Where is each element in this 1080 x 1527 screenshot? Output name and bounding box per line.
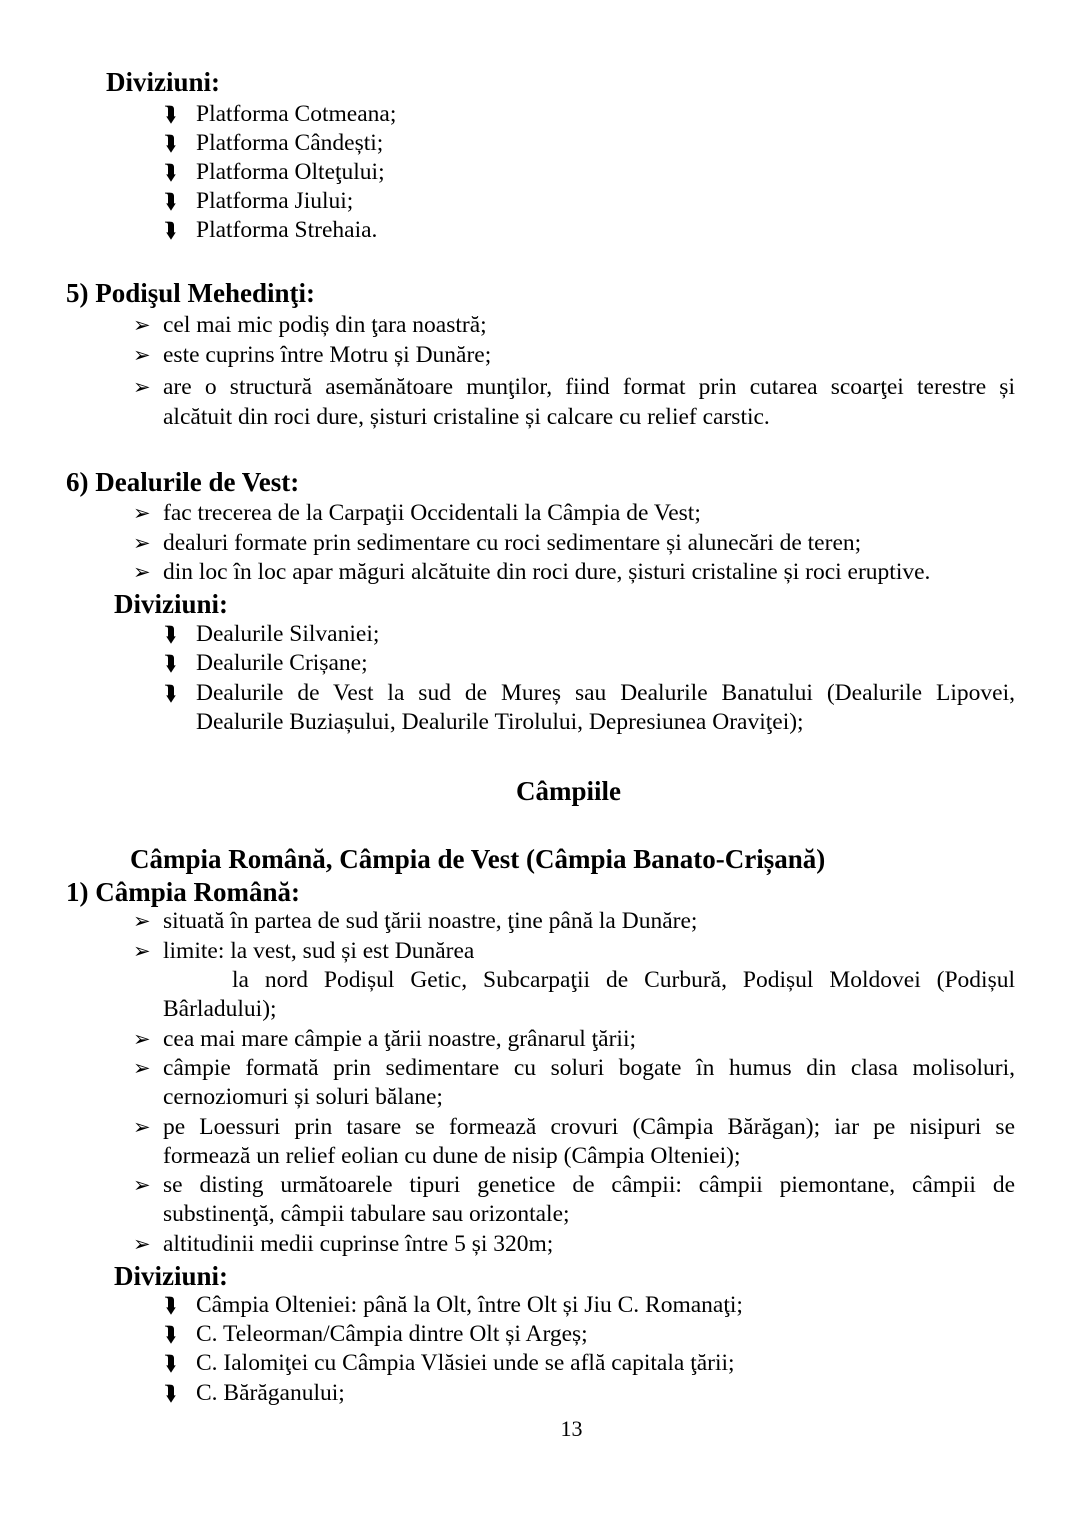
- arrow-bullet-icon: ⮯: [164, 622, 177, 646]
- section-heading: 6) Dealurile de Vest:: [66, 467, 300, 497]
- triangle-bullet-icon: ➢: [133, 531, 151, 555]
- list-item-text: Dealurile Buziașului, Dealurile Tirolului, Depresiunea Oraviţei);: [196, 709, 804, 735]
- chapter-title: Câmpiile: [516, 776, 621, 806]
- list-item-text: Bârladului);: [163, 996, 277, 1022]
- arrow-bullet-icon: ⮯: [164, 1293, 177, 1317]
- arrow-bullet-icon: ⮯: [164, 160, 177, 184]
- triangle-bullet-icon: ➢: [133, 313, 151, 337]
- list-item-text: Dealurile de Vest la sud de Mureș sau Dealurile Banatului (Dealurile Lipovei,: [196, 680, 1015, 706]
- section-heading: 5) Podişul Mehedinţi:: [66, 278, 316, 308]
- list-item-text: pe Loessuri prin tasare se formează crovuri (Câmpia Bărăgan); iar pe nisipuri se: [163, 1114, 1015, 1140]
- triangle-bullet-icon: ➢: [133, 560, 151, 584]
- list-item-text: are o structură asemănătoare munţilor, fiind format prin cutarea scoarţei terestre și: [163, 374, 1015, 400]
- triangle-bullet-icon: ➢: [133, 909, 151, 933]
- list-item-text: se disting următoarele tipuri genetice de câmpii: câmpii piemontane, câmpii de: [163, 1172, 1015, 1198]
- list-item-text: câmpie formată prin sedimentare cu soluri bogate în humus din clasa molisoluri,: [163, 1055, 1015, 1081]
- diviziuni-label: Diviziuni:: [114, 1261, 229, 1291]
- triangle-bullet-icon: ➢: [133, 1232, 151, 1256]
- document-page: Diviziuni: ⮯ Platforma Cotmeana; ⮯ Platforma Cândești; ⮯ Platforma Olteţului; ⮯ Platforma Jiului; ⮯ Platforma Strehaia. 5) Podişul Mehedinţi: ➢ cel mai mic podiș din ţara noastră; ➢ este cuprins între Motru și Dunăre; ➢ are o structură asemănătoare munţilor, fiind format prin cutarea scoarţei terestre și alcătuit din roci dure, șisturi cristaline și calcare cu relief carstic. 6) Dealurile de Vest: ➢ fac trecerea de la Carpaţii Occidentali la Câmpia de Vest; ➢ dealuri formate prin sedimentare cu roci sedimentare și alunecări de teren; ➢ din loc în loc apar măguri alcătuite din roci dure, șisturi cristaline și roci eruptive. Diviziuni: ⮯ Dealurile Silvaniei; ⮯ Dealurile Crișane; ⮯ Dealurile de Vest la sud de Mureș sau Dealurile Banatului (Dealurile Lipovei, Dealurile Buziașului, Dealurile Tirolului, Depresiunea Oraviţei); Câmpiile Câmpia Română, Câmpia de Vest (Câmpia Banato-Crișană) 1) Câmpia Română: ➢ situată în partea de sud ţării noastre, ţine până la Dunăre; ➢ limite: la vest, sud și est Dunărea la nord Podișul Getic, Subcarpaţii de Curbură, Podișul Moldovei (Podișul Bârladului); ➢ cea mai mare câmpie a ţării noastre, grânarul ţării; ➢ câmpie formată prin sedimentare cu soluri bogate în humus din clasa molisoluri, cernoziomuri și soluri bălane; ➢ pe Loessuri prin tasare se formează crovuri (Câmpia Bărăgan); iar pe nisipuri se formează un relief eolian cu dune de nisip (Câmpia Olteniei); ➢ se disting următoarele tipuri genetice de câmpii: câmpii piemontane, câmpii de substinenţă, câmpii tabulare sau orizontale; ➢ altitudinii medii cuprinse între 5 și 320m; Diviziuni: ⮯ Câmpia Olteniei: până la Olt, între Olt și Jiu C. Romanaţi; ⮯ C. Teleorman/Câmpia dintre Olt și Argeș; ⮯ C. Ialomiţei cu Câmpia Vlăsiei unde se află capitala ţării; ⮯ C. Bărăganului; 13: [0, 0, 1080, 1527]
- list-item-text: la nord Podișul Getic, Subcarpaţii de Curbură, Podișul Moldovei (Podișul: [232, 967, 1015, 993]
- arrow-bullet-icon: ⮯: [164, 1351, 177, 1375]
- arrow-bullet-icon: ⮯: [164, 681, 177, 705]
- triangle-bullet-icon: ➢: [133, 1027, 151, 1051]
- triangle-bullet-icon: ➢: [133, 343, 151, 367]
- arrow-bullet-icon: ⮯: [164, 102, 177, 126]
- arrow-bullet-icon: ⮯: [164, 651, 177, 675]
- triangle-bullet-icon: ➢: [133, 1173, 151, 1197]
- arrow-bullet-icon: ⮯: [164, 189, 177, 213]
- arrow-bullet-icon: ⮯: [164, 131, 177, 155]
- triangle-bullet-icon: ➢: [133, 939, 151, 963]
- list-item-text: formează un relief eolian cu dune de nisip (Câmpia Olteniei);: [163, 1143, 741, 1169]
- page-number: 13: [560, 1416, 583, 1441]
- arrow-bullet-icon: ⮯: [164, 1322, 177, 1346]
- triangle-bullet-icon: ➢: [133, 1056, 151, 1080]
- diviziuni-label: Diviziuni:: [106, 67, 221, 97]
- triangle-bullet-icon: ➢: [133, 501, 151, 525]
- diviziuni-label: Diviziuni:: [114, 589, 229, 619]
- chapter-subtitle: Câmpia Română, Câmpia de Vest (Câmpia Banato-Crișană): [130, 844, 826, 874]
- list-item-text: alcătuit din roci dure, șisturi cristaline și calcare cu relief carstic.: [163, 404, 770, 430]
- list-item-text: substinenţă, câmpii tabulare sau orizontale;: [163, 1201, 570, 1227]
- list-item-text: cernoziomuri și soluri bălane;: [163, 1084, 443, 1110]
- triangle-bullet-icon: ➢: [133, 375, 151, 399]
- arrow-bullet-icon: ⮯: [164, 1381, 177, 1405]
- section-heading: 1) Câmpia Română:: [66, 877, 300, 907]
- arrow-bullet-icon: ⮯: [164, 218, 177, 242]
- triangle-bullet-icon: ➢: [133, 1115, 151, 1139]
